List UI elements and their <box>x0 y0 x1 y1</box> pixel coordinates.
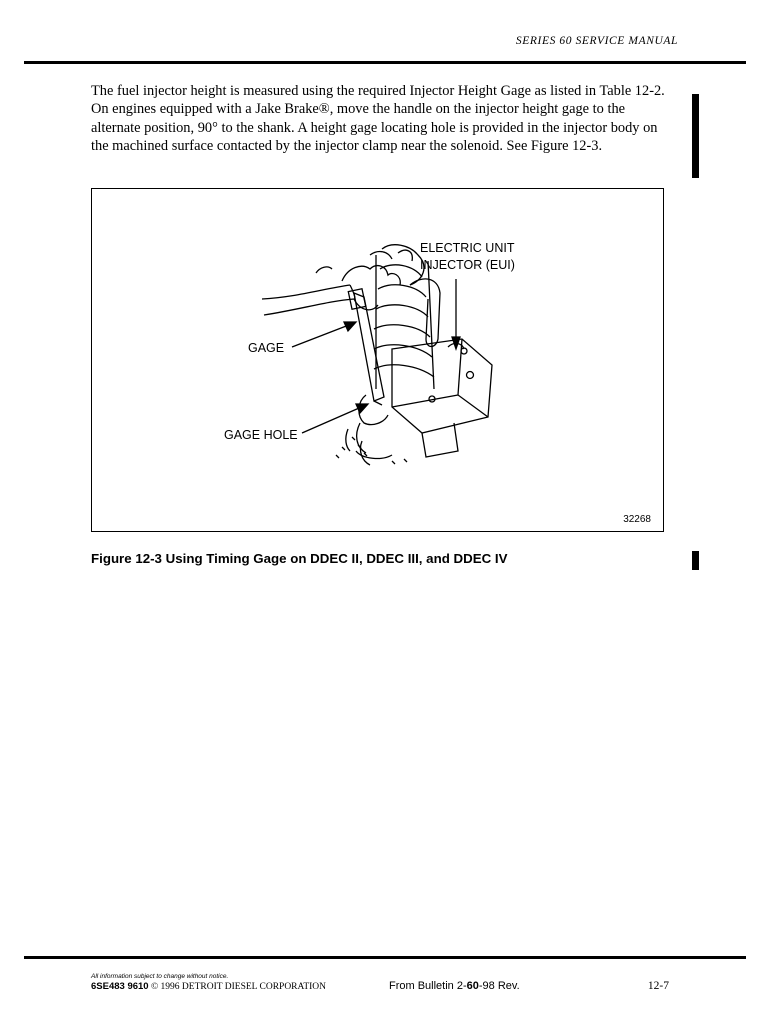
doc-code: 6SE483 9610 <box>91 981 149 992</box>
figure-caption: Figure 12-3 Using Timing Gage on DDEC II, DDEC III, and DDEC IV <box>91 551 508 566</box>
bulletin-suffix: -98 Rev. <box>478 980 520 992</box>
bulletin-prefix: From Bulletin 2- <box>389 980 467 992</box>
footer-bulletin <box>389 980 520 992</box>
figure-frame <box>91 188 664 532</box>
copyright: © 1996 DETROIT DIESEL CORPORATION <box>150 982 327 992</box>
footer-doc-info <box>91 981 326 992</box>
footer-notice: All information subject to change without notice. <box>91 973 229 980</box>
running-header: SERIES 60 SERVICE MANUAL <box>515 35 678 47</box>
change-bar-paragraph <box>692 94 699 178</box>
header-rule <box>24 61 746 64</box>
footer-rule <box>24 956 746 959</box>
callout-gage: GAGE <box>248 341 285 355</box>
injector-illustration <box>92 189 662 530</box>
callout-gage-hole: GAGE HOLE <box>224 428 298 442</box>
callout-eui-line2: INJECTOR (EUI) <box>420 258 515 272</box>
callout-eui-line1: ELECTRIC UNIT <box>420 241 515 255</box>
page-number: 12-7 <box>647 980 669 992</box>
change-bar-caption <box>692 551 699 570</box>
figure-number: 32268 <box>623 514 651 525</box>
body-paragraph: The fuel injector height is measured using the required Injector Height Gage as listed in Table 12-2. On engines equipped with a Jake Brake®, move the handle on the injector height gage to the alternate position, 90° to the shank. A height gage locating hole is provided in the injector body on the machined surface contacted by the injector clamp near the solenoid. See Figure 12-3. <box>91 83 665 155</box>
bulletin-number: 60 <box>466 980 479 992</box>
